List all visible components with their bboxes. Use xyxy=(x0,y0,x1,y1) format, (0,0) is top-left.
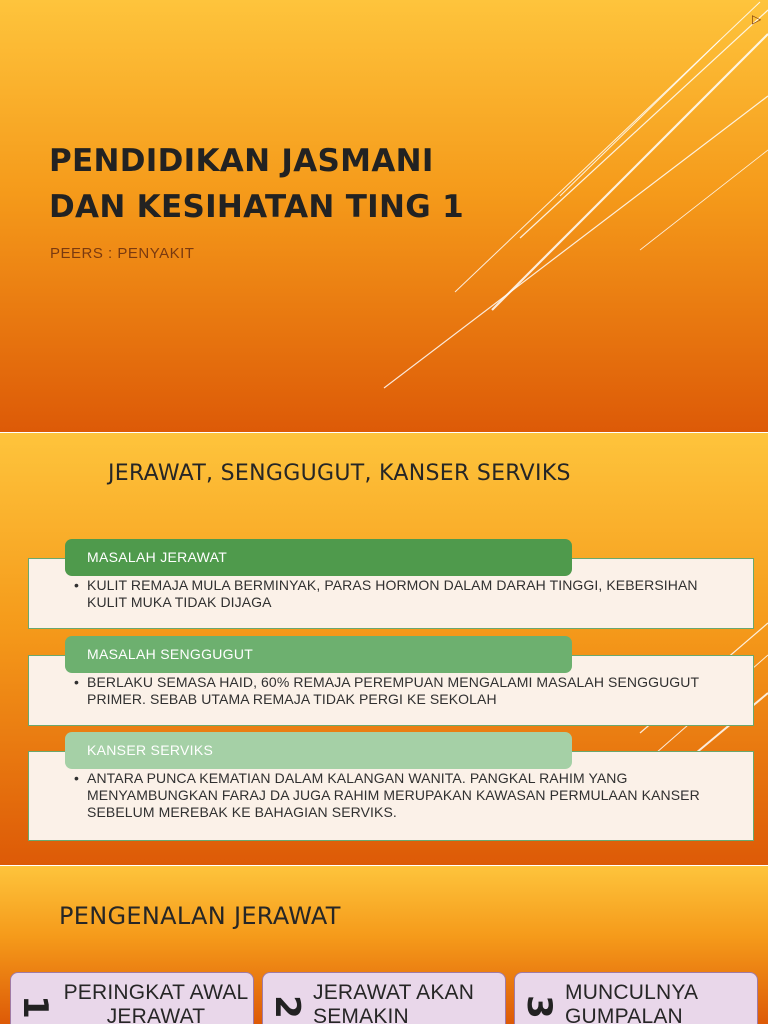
section-label-kanser: KANSER SERVIKS xyxy=(65,732,572,769)
section-label-senggugut: MASALAH SENGGUGUT xyxy=(65,636,572,673)
stage-number: 1 xyxy=(15,995,55,1019)
page-title xyxy=(49,138,569,230)
stage-card-3 xyxy=(514,972,758,1024)
next-arrow-icon[interactable]: ▷ xyxy=(752,12,762,26)
page-subtitle: PEERS : PENYAKIT xyxy=(50,245,195,262)
stage-card-1 xyxy=(10,972,254,1024)
bullet-text: • BERLAKU SEMASA HAID, 60% REMAJA PEREMPUAN MENGALAMI MASALAH SENGGUGUT PRIMER. SEBAB UTAMA REMAJA TIDAK PERGI KE SEKOLAH xyxy=(87,674,713,708)
section-heading: JERAWAT, SENGGUGUT, KANSER SERVIKS xyxy=(108,461,571,486)
bullet-text: • ANTARA PUNCA KEMATIAN DALAM KALANGAN WANITA. PANGKAL RAHIM YANG MENYAMBUNGKAN FARAJ DA JUGA RAHIM MERUPAKAN KAWASAN PERMULAAN KANSER SEBELUM MEREBAK KE BAHAGIAN SERVIKS. xyxy=(87,770,713,821)
section-heading: PENGENALAN JERAWAT xyxy=(59,902,341,930)
title-line-2: DAN KESIHATAN TING 1 xyxy=(49,189,464,225)
stage-number: 3 xyxy=(519,995,559,1019)
stage-text: PERINGKAT AWAL JERAWAT xyxy=(63,981,249,1024)
intro-slide xyxy=(0,866,768,1024)
stage-text: JERAWAT AKAN SEMAKIN xyxy=(313,981,475,1024)
stage-card-2 xyxy=(262,972,506,1024)
title-line-1: PENDIDIKAN JASMANI xyxy=(49,143,434,179)
bullet-text: • KULIT REMAJA MULA BERMINYAK, PARAS HORMON DALAM DARAH TINGGI, KEBERSIHAN KULIT MUKA TIDAK DIJAGA xyxy=(87,577,713,611)
section-label-jerawat: MASALAH JERAWAT xyxy=(65,539,572,576)
stage-text: MUNCULNYA GUMPALAN xyxy=(565,981,698,1024)
stage-number: 2 xyxy=(267,995,307,1019)
overview-slide xyxy=(0,433,768,865)
title-slide xyxy=(0,0,768,432)
